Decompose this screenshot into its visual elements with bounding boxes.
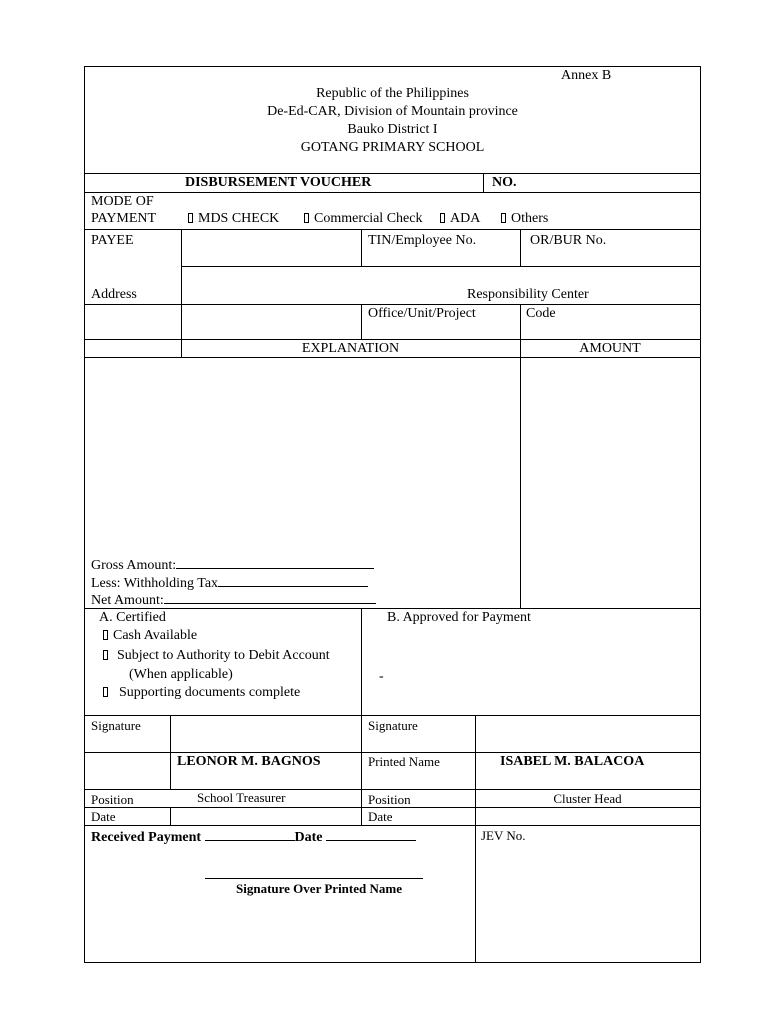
position-label-right: Position bbox=[368, 792, 411, 807]
received-payment-field[interactable] bbox=[205, 828, 295, 841]
mode-label-1: MODE OF bbox=[91, 194, 154, 209]
approved-label: B. Approved for Payment bbox=[387, 610, 531, 625]
checkbox-icon[interactable] bbox=[440, 213, 445, 223]
mode-option-mds-check[interactable] bbox=[188, 211, 279, 227]
rule bbox=[520, 229, 521, 266]
when-applicable-note: (When applicable) bbox=[129, 667, 233, 682]
rule bbox=[85, 825, 700, 826]
checkbox-icon[interactable] bbox=[103, 630, 108, 640]
mode-option-label: ADA bbox=[450, 211, 481, 226]
cert-item-authority[interactable] bbox=[103, 648, 330, 664]
tin-label: TIN/Employee No. bbox=[368, 233, 477, 248]
received-date-field[interactable] bbox=[326, 828, 416, 841]
voucher-title: DISBURSEMENT VOUCHER bbox=[185, 175, 372, 190]
cert-item-label: Supporting documents complete bbox=[119, 685, 301, 700]
net-amount-field[interactable] bbox=[164, 591, 376, 604]
rule bbox=[85, 339, 700, 340]
rule bbox=[483, 173, 484, 192]
header-division: De-Ed-CAR, Division of Mountain province bbox=[267, 104, 518, 119]
rule bbox=[361, 229, 362, 266]
rule bbox=[85, 229, 700, 230]
mode-label-2: PAYMENT bbox=[91, 211, 157, 226]
date-label-left: Date bbox=[91, 809, 116, 824]
office-unit-label: Office/Unit/Project bbox=[368, 306, 476, 321]
rule bbox=[475, 715, 476, 962]
annex-label: Annex B bbox=[561, 68, 612, 83]
explanation-header: EXPLANATION bbox=[301, 341, 400, 356]
cert-item-cash[interactable] bbox=[103, 628, 197, 644]
address-field[interactable] bbox=[182, 267, 360, 303]
checkbox-icon[interactable] bbox=[188, 213, 193, 223]
rule bbox=[361, 715, 362, 825]
mode-option-label: MDS CHECK bbox=[198, 211, 280, 226]
checkbox-icon[interactable] bbox=[103, 650, 108, 660]
rule bbox=[85, 752, 700, 753]
disbursement-voucher-form bbox=[84, 66, 701, 963]
treasurer-name: LEONOR M. BAGNOS bbox=[177, 754, 321, 769]
rule bbox=[361, 304, 362, 339]
certified-label: A. Certified bbox=[99, 610, 166, 625]
rule bbox=[85, 173, 700, 174]
orbur-label: OR/BUR No. bbox=[530, 233, 607, 248]
date-field-right[interactable] bbox=[476, 808, 700, 824]
mode-option-others[interactable] bbox=[501, 211, 548, 227]
payee-label: PAYEE bbox=[91, 233, 134, 248]
signature-over-printed-name: Signature Over Printed Name bbox=[236, 881, 402, 896]
gross-amount-label: Gross Amount: bbox=[91, 558, 177, 573]
rule bbox=[520, 304, 521, 339]
withholding-tax-line[interactable] bbox=[91, 574, 368, 592]
mode-option-ada[interactable] bbox=[440, 211, 480, 227]
mode-option-commercial-check[interactable] bbox=[304, 211, 422, 227]
address-label: Address bbox=[91, 287, 137, 302]
voucher-no-label: NO. bbox=[492, 175, 517, 190]
cluster-head-position: Cluster Head bbox=[553, 791, 622, 806]
code-label: Code bbox=[526, 306, 556, 321]
checkbox-icon[interactable] bbox=[304, 213, 309, 223]
jev-no-label: JEV No. bbox=[481, 828, 526, 843]
withholding-tax-label: Less: Withholding Tax bbox=[91, 576, 219, 591]
checkbox-icon[interactable] bbox=[501, 213, 506, 223]
rule bbox=[85, 304, 700, 305]
mode-option-label: Commercial Check bbox=[314, 211, 423, 226]
amount-header: AMOUNT bbox=[579, 341, 641, 356]
treasurer-position: School Treasurer bbox=[197, 790, 286, 805]
signature-field-right[interactable] bbox=[476, 716, 700, 751]
position-label-left: Position bbox=[91, 792, 134, 807]
cluster-head-name: ISABEL M. BALACOA bbox=[500, 754, 645, 769]
rule bbox=[85, 192, 700, 193]
payee-field[interactable] bbox=[182, 230, 360, 265]
withholding-tax-field[interactable] bbox=[218, 574, 368, 587]
rule bbox=[361, 608, 362, 715]
gross-amount-field[interactable] bbox=[176, 556, 374, 569]
cert-item-label: Cash Available bbox=[113, 628, 198, 643]
received-payment-label: Received Payment bbox=[91, 830, 202, 845]
header-republic: Republic of the Philippines bbox=[316, 86, 469, 101]
responsibility-center-label: Responsibility Center bbox=[467, 287, 589, 302]
mode-option-label: Others bbox=[511, 211, 549, 226]
approved-dash: - bbox=[379, 669, 384, 684]
checkbox-icon[interactable] bbox=[103, 687, 108, 697]
rule bbox=[85, 357, 700, 358]
printed-name-label: Printed Name bbox=[368, 754, 440, 769]
rule bbox=[520, 339, 521, 608]
received-date-label: Date bbox=[294, 830, 323, 845]
gross-amount-line[interactable] bbox=[91, 556, 374, 574]
received-payment-line[interactable] bbox=[91, 828, 416, 846]
rule bbox=[85, 789, 700, 790]
cert-item-supporting[interactable] bbox=[103, 685, 300, 701]
net-amount-line[interactable] bbox=[91, 591, 376, 609]
signature-field-left[interactable] bbox=[171, 716, 360, 751]
cert-item-label: Subject to Authority to Debit Account bbox=[117, 648, 330, 663]
header-district: Bauko District I bbox=[347, 122, 438, 137]
signature-label-left: Signature bbox=[91, 718, 141, 733]
header-school: GOTANG PRIMARY SCHOOL bbox=[300, 140, 485, 155]
date-field-left[interactable] bbox=[171, 808, 360, 824]
date-label-right: Date bbox=[368, 809, 393, 824]
signature-line[interactable] bbox=[205, 878, 423, 879]
signature-label-right: Signature bbox=[368, 718, 418, 733]
net-amount-label: Net Amount: bbox=[91, 593, 164, 608]
